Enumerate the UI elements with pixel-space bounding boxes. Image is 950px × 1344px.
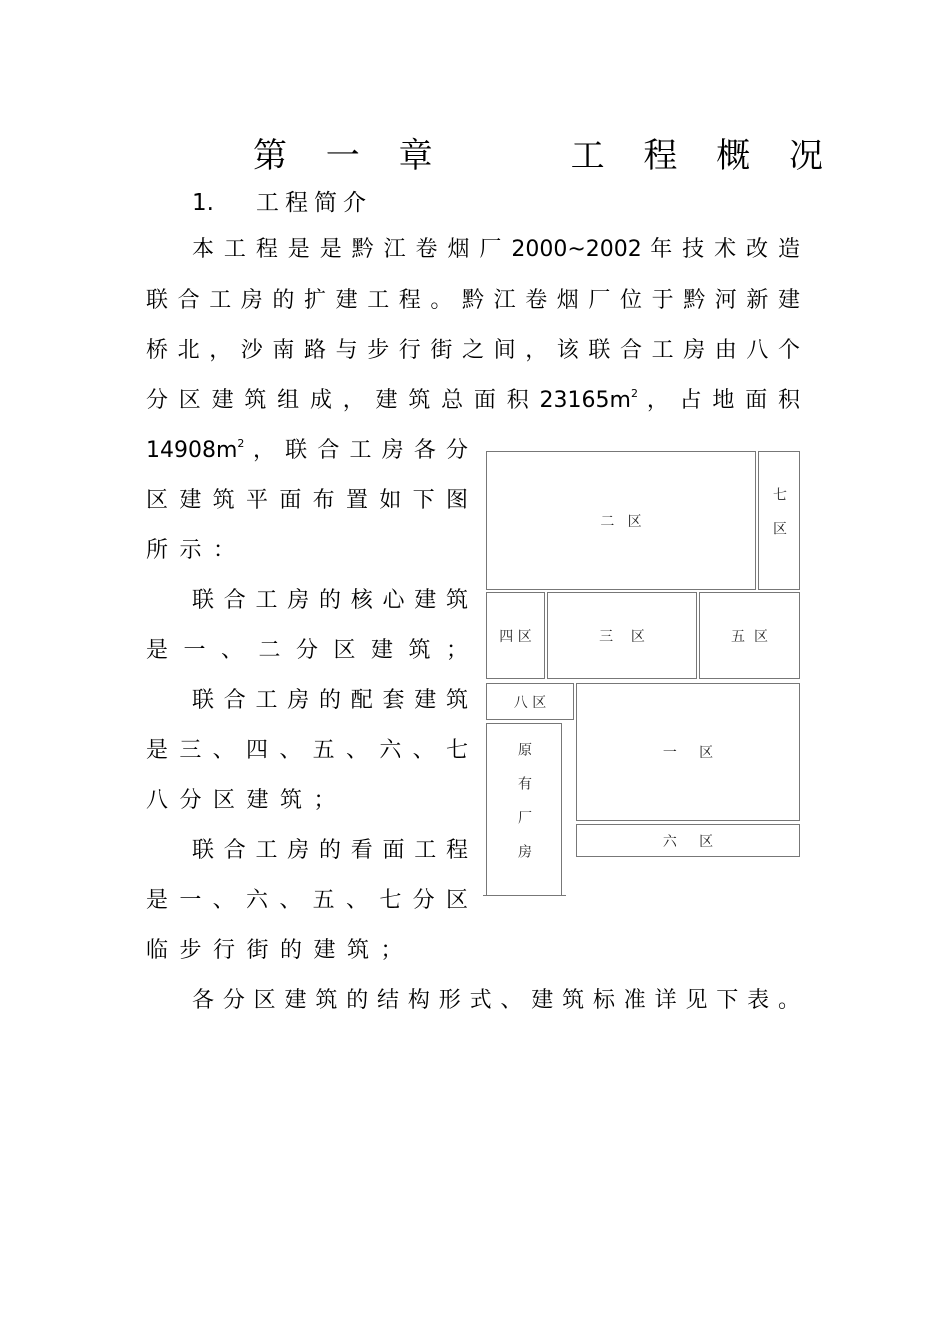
zone-3	[547, 592, 697, 679]
intro-line-2: 联合工房的扩建工程。黔江卷烟厂位于黔河新建	[146, 288, 800, 313]
intro-line-4-text-b: ， 占 地 面 积	[637, 388, 801, 413]
zone-existing-factory-label: 原有厂房	[516, 741, 532, 878]
core-line-2: 是一、二分区建筑；	[146, 638, 468, 663]
facade-line-2: 是一、六、五、七分区	[146, 888, 468, 913]
zone-6	[576, 824, 800, 857]
intro-line-7: 所示：	[146, 538, 247, 563]
intro-line-5	[146, 426, 468, 476]
intro-line-6: 区建筑平面布置如下图	[146, 488, 468, 513]
zone-8	[486, 683, 574, 720]
zone-7	[758, 451, 800, 590]
intro-line-5-text-b: ， 联 合 工 房 各 分	[244, 438, 468, 463]
zone-2	[486, 451, 756, 590]
plan-baseline	[483, 895, 566, 896]
support-line-1: 联合工房的配套建筑	[192, 688, 468, 713]
support-line-3: 八分区建筑；	[146, 788, 348, 813]
superscript-2: 2	[237, 437, 245, 450]
support-line-2: 是三、四、五、六、七	[146, 738, 468, 763]
intro-line-3: 桥北，沙南路与步行街之间，该联合工房由八个	[146, 338, 800, 363]
zone-existing-factory	[486, 723, 562, 895]
zone-5	[699, 592, 800, 679]
section-title: 工程简介	[256, 190, 372, 216]
zone-3-label: 三 区	[599, 628, 645, 645]
zone-7-label: 七区	[771, 486, 787, 555]
intro-line-1: 本 工 程 是 是 黔 江 卷 烟 厂 2000~2002 年 技 术 改 造	[192, 237, 800, 262]
intro-line-4-text-a: 分 区 建 筑 组 成 ， 建 筑 总 面 积 23165m	[146, 388, 631, 413]
zone-1	[576, 683, 800, 821]
section-number: 1.	[192, 190, 214, 216]
final-line: 各分区建筑的结构形式、建筑标准详见下表。	[192, 988, 800, 1013]
zone-2-label: 二 区	[600, 513, 642, 530]
intro-line-5-text-a: 14908m	[146, 438, 238, 463]
intro-line-4	[146, 376, 800, 426]
zone-6-label: 六 区	[662, 833, 714, 850]
superscript-2: 2	[630, 387, 638, 400]
core-line-1: 联合工房的核心建筑	[192, 588, 468, 613]
zone-8-label: 八 区	[513, 694, 547, 711]
zone-4-label: 四 区	[499, 628, 532, 645]
section-heading	[192, 184, 372, 217]
chapter-title: 第 一 章 工 程 概 况	[252, 136, 838, 176]
zone-5-label: 五 区	[731, 628, 768, 645]
facade-line-1: 联合工房的看面工程	[192, 838, 468, 863]
zone-1-label: 一 区	[662, 745, 714, 761]
zone-4	[486, 592, 545, 679]
facade-line-3: 临步行街的建筑；	[146, 938, 415, 963]
